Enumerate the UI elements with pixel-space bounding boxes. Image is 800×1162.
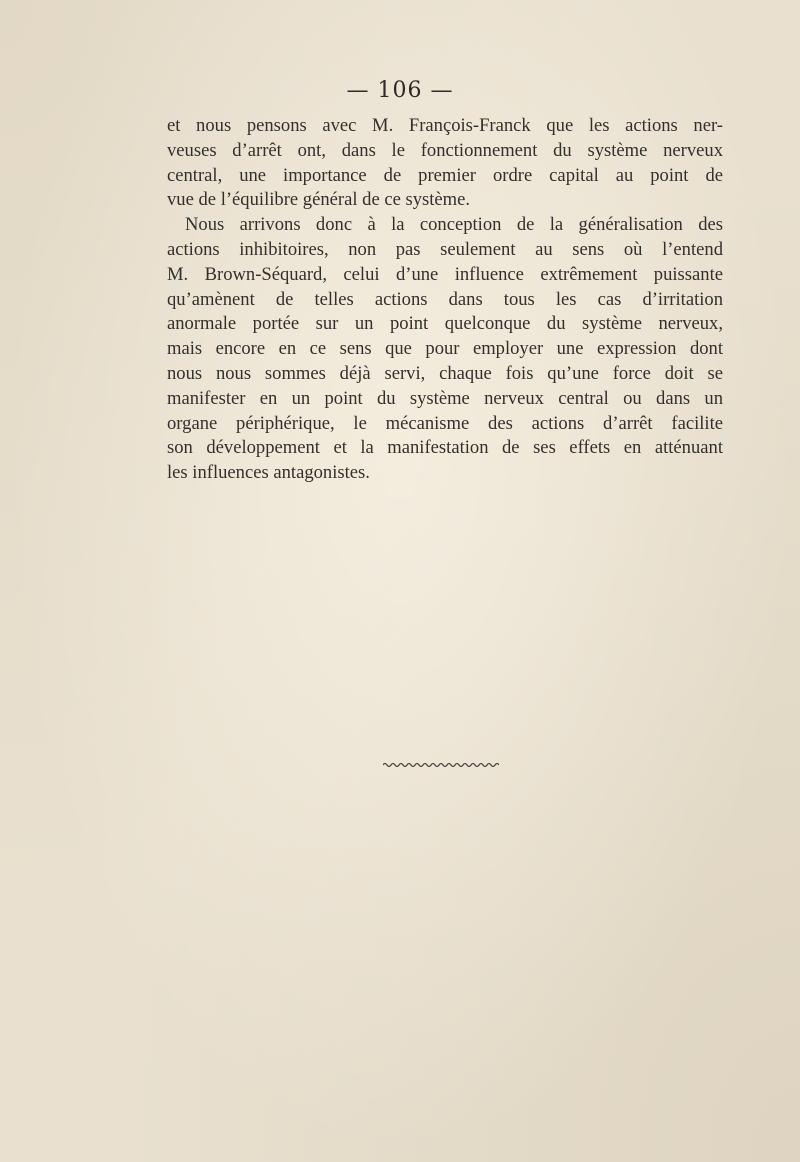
text-line: manifester en un point du système nerveux central ou dans un [167, 387, 723, 409]
text-line: les influences antagonistes. [167, 462, 370, 484]
text-line: Nous arrivons donc à la conception de la généralisation des [185, 214, 723, 236]
page-number: — 106 — [346, 78, 454, 103]
text-line: M. Brown-Séquard, celui d’une influence extrêmement puissante [167, 263, 723, 285]
text-line: son développement et la manifestation de ses effets en atténuant [167, 437, 723, 459]
text-line: organe périphérique, le mécanisme des actions d’arrêt facilite [167, 412, 723, 434]
body-paragraphs [167, 114, 723, 486]
text-line: et nous pensons avec M. François-Franck que les actions ner- [167, 115, 723, 136]
text-line: anormale portée sur un point quelconque du système nerveux, [167, 313, 723, 335]
text-line: qu’amènent de telles actions dans tous les cas d’irritation [167, 288, 723, 310]
text-line: veuses d’arrêt ont, dans le fonctionnement du système nerveux [167, 139, 723, 161]
text-line: central, une importance de premier ordre capital au point de [167, 164, 723, 186]
decorative-wavy-rule [383, 762, 499, 768]
text-line: actions inhibitoires, non pas seulement au sens où l’entend [167, 238, 723, 260]
text-line: mais encore en ce sens que pour employer une expression dont [167, 338, 723, 360]
text-line: vue de l’équilibre général de ce système. [167, 189, 471, 211]
text-line: nous nous sommes déjà servi, chaque fois qu’une force doit se [167, 362, 723, 384]
